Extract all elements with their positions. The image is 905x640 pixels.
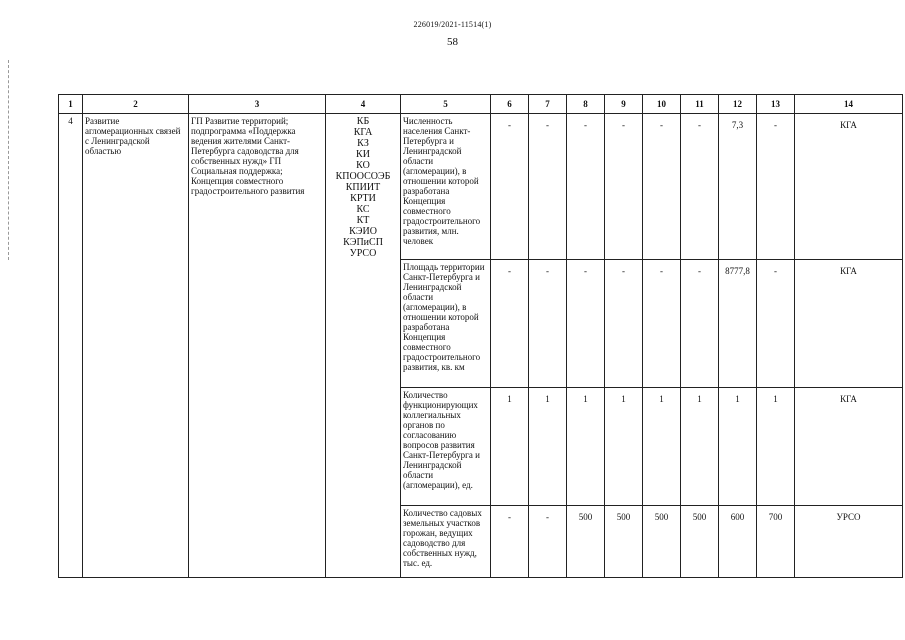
col-header: 6: [491, 95, 529, 114]
value-cell: -: [605, 114, 643, 260]
value-cell: 1: [491, 388, 529, 506]
value-cell: -: [491, 114, 529, 260]
page-number: 58: [447, 36, 458, 48]
indicator-name: Количество функционирующих коллегиальных органов по согласованию вопросов развития Санкт-Петербурга и Ленинградской области (агломерации), ед.: [401, 388, 491, 506]
col-header: 13: [757, 95, 795, 114]
responsible-cell: КГА: [795, 260, 903, 388]
col-header: 5: [401, 95, 491, 114]
executor-code: КЭИО: [349, 226, 377, 237]
executor-code: КБ: [356, 116, 370, 127]
value-cell: -: [491, 260, 529, 388]
executor-code: КС: [356, 204, 370, 215]
value-cell: 8777,8: [719, 260, 757, 388]
col-header: 1: [59, 95, 83, 114]
binding-mark: [8, 60, 11, 260]
row-number: 4: [59, 114, 83, 578]
col-header: 10: [643, 95, 681, 114]
value-cell: -: [529, 506, 567, 578]
executor-code: КПИИТ: [345, 182, 381, 193]
value-cell: -: [757, 114, 795, 260]
value-cell: 1: [757, 388, 795, 506]
col-header: 7: [529, 95, 567, 114]
value-cell: -: [567, 260, 605, 388]
value-cell: 1: [529, 388, 567, 506]
header-row: [59, 95, 903, 114]
direction-cell: Развитие агломерационных связей с Ленинградской областью: [83, 114, 189, 578]
value-cell: 1: [719, 388, 757, 506]
col-header: 14: [795, 95, 903, 114]
value-cell: -: [757, 260, 795, 388]
responsible-cell: КГА: [795, 114, 903, 260]
responsible-cell: КГА: [795, 388, 903, 506]
executors-cell: [326, 114, 401, 578]
col-header: 4: [326, 95, 401, 114]
programs-cell: ГП Развитие территорий; подпрограмма «Поддержка ведения жителями Санкт-Петербурга садоводства для собственных нужд» ГП Социальная поддержка; Концепция совместного градостроительного развития: [189, 114, 326, 578]
indicator-name: Численность населения Санкт-Петербурга и Ленинградской области (агломерации), в отношении которой разработана Концепция совместного градостроительного развития, млн. человек: [401, 114, 491, 260]
col-header: 11: [681, 95, 719, 114]
value-cell: 500: [643, 506, 681, 578]
executor-code: КО: [356, 160, 370, 171]
executor-code: КЭПиСП: [343, 237, 383, 248]
executor-code: КРТИ: [350, 193, 376, 204]
executor-code: КИ: [356, 149, 370, 160]
indicator-name: Площадь территории Санкт-Петербурга и Ленинградской области (агломерации), в отношении которой разработана Концепция совместного градостроительного развития, кв. км: [401, 260, 491, 388]
value-cell: 500: [567, 506, 605, 578]
table-row: [59, 114, 903, 260]
col-header: 8: [567, 95, 605, 114]
value-cell: 1: [605, 388, 643, 506]
responsible-cell: УРСО: [795, 506, 903, 578]
program-table: [58, 94, 903, 578]
col-header: 2: [83, 95, 189, 114]
value-cell: 1: [681, 388, 719, 506]
indicator-name: Количество садовых земельных участков горожан, ведущих садоводство для собственных нужд, тыс. ед.: [401, 506, 491, 578]
value-cell: 1: [643, 388, 681, 506]
value-cell: -: [681, 114, 719, 260]
value-cell: -: [529, 114, 567, 260]
value-cell: -: [681, 260, 719, 388]
value-cell: -: [529, 260, 567, 388]
value-cell: 700: [757, 506, 795, 578]
value-cell: -: [491, 506, 529, 578]
value-cell: -: [605, 260, 643, 388]
value-cell: -: [643, 260, 681, 388]
executor-code: КПООСОЭБ: [335, 171, 391, 182]
value-cell: 1: [567, 388, 605, 506]
document-id: 226019/2021-11514(1): [413, 20, 492, 29]
executor-code: КТ: [356, 215, 370, 226]
value-cell: 500: [681, 506, 719, 578]
value-cell: -: [567, 114, 605, 260]
value-cell: 600: [719, 506, 757, 578]
value-cell: 500: [605, 506, 643, 578]
col-header: 3: [189, 95, 326, 114]
value-cell: 7,3: [719, 114, 757, 260]
col-header: 9: [605, 95, 643, 114]
executor-code: КГА: [353, 127, 373, 138]
col-header: 12: [719, 95, 757, 114]
executor-code: УРСО: [349, 248, 377, 259]
executor-code: КЗ: [357, 138, 369, 149]
value-cell: -: [643, 114, 681, 260]
